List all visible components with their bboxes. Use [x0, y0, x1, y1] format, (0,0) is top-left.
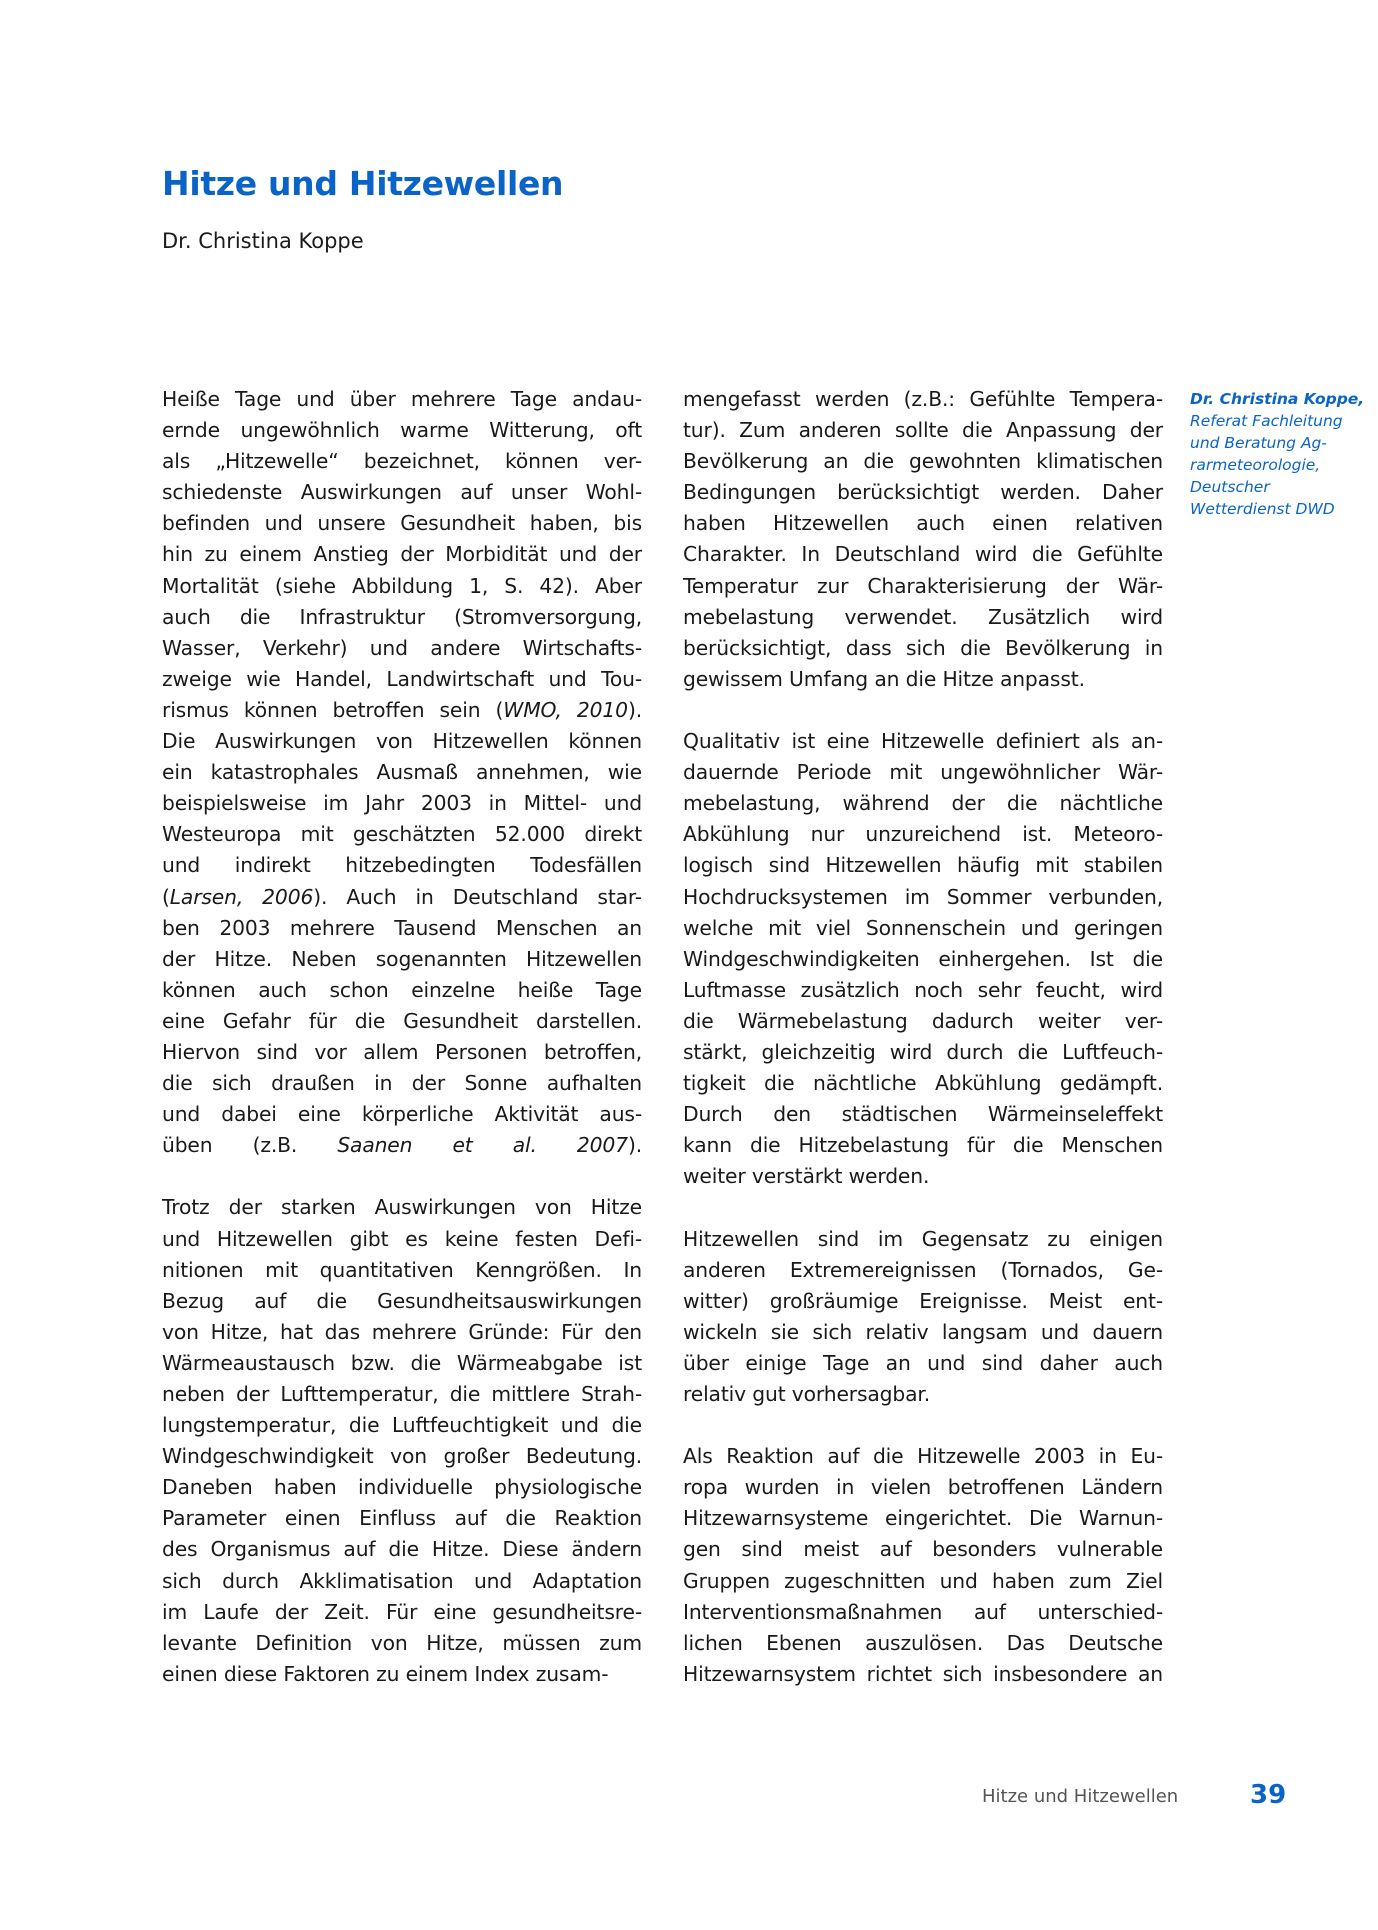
- author-affiliation-note: [1190, 388, 1370, 520]
- text-line: Hiervon sind vor allem Personen betroffen,: [162, 1039, 642, 1064]
- text-column-left: [162, 384, 642, 1690]
- text-line: eine Gefahr für die Gesundheit darstellen.: [162, 1008, 642, 1033]
- text-line: zweige wie Handel, Landwirtschaft und Tou-: [162, 666, 642, 691]
- text-line: Wasser, Verkehr) und andere Wirtschafts-: [162, 635, 642, 660]
- text-line: von Hitze, hat das mehrere Gründe: Für den: [162, 1319, 642, 1344]
- text-line: schiedenste Auswirkungen auf unser Wohl-: [162, 480, 642, 505]
- text-line: tur). Zum anderen sollte die Anpassung der: [683, 418, 1163, 443]
- text-line: Gruppen zugeschnitten und haben zum Ziel: [683, 1568, 1163, 1593]
- text-line: Wärmeaustausch bzw. die Wärmeabgabe ist: [162, 1350, 642, 1375]
- text-column-right: [683, 384, 1163, 1690]
- text-line: neben der Lufttemperatur, die mittlere Strah-: [162, 1382, 642, 1406]
- sidenote-line: rarmeteorologie,: [1190, 456, 1321, 474]
- text-line: haben Hitzewellen auch einen relativen: [683, 511, 1163, 536]
- sidenote-line: und Beratung Ag-: [1190, 434, 1327, 452]
- article-author: Dr. Christina Koppe: [162, 229, 364, 253]
- text-line: Die Auswirkungen von Hitzewellen können: [162, 729, 642, 754]
- paragraph: [683, 1441, 1163, 1690]
- paragraph-gap: [162, 1161, 642, 1192]
- text-line: Qualitativ ist eine Hitzewelle definiert als an-: [683, 729, 1163, 754]
- text-line: Hitzewarnsysteme eingerichtet. Die Warnun-: [683, 1506, 1163, 1531]
- text-line: rismus können betroffen sein (WMO, 2010).: [162, 697, 642, 722]
- text-line: Interventionsmaßnahmen auf unterschied-: [683, 1599, 1163, 1624]
- text-line: Hitzewarnsystem richtet sich insbesondere an: [683, 1661, 1163, 1686]
- text-line: dauernde Periode mit ungewöhnlicher Wär-: [683, 760, 1163, 785]
- text-line: Windgeschwindigkeit von großer Bedeutung.: [162, 1444, 642, 1469]
- sidenote-author-name: Dr. Christina Koppe,: [1190, 390, 1365, 408]
- text-line: beispielsweise im Jahr 2003 in Mittel- und: [162, 791, 642, 816]
- text-line: Abkühlung nur unzureichend ist. Meteoro-: [683, 822, 1163, 847]
- paragraph-gap: [683, 695, 1163, 726]
- text-line: Windgeschwindigkeiten einhergehen. Ist die: [683, 946, 1163, 971]
- text-line: weiter verstärkt werden.: [683, 1164, 930, 1189]
- text-line: kann die Hitzebelastung für die Menschen: [683, 1133, 1163, 1158]
- text-line: tigkeit die nächtliche Abkühlung gedämpft.: [683, 1071, 1163, 1096]
- paragraph: [683, 726, 1163, 1192]
- text-line: Charakter. In Deutschland wird die Gefühlte: [683, 542, 1163, 567]
- text-line: (Larsen, 2006). Auch in Deutschland star-: [162, 884, 642, 909]
- text-line: gen sind meist auf besonders vulnerable: [683, 1537, 1163, 1562]
- text-line: über einige Tage an und sind daher auch: [683, 1350, 1163, 1375]
- text-line: Parameter einen Einfluss auf die Reaktion: [162, 1506, 642, 1531]
- text-line: einen diese Faktoren zu einem Index zusam-: [162, 1661, 609, 1686]
- text-line: berücksichtigt, dass sich die Bevölkerung in: [683, 635, 1163, 660]
- text-line: ernde ungewöhnlich warme Witterung, oft: [162, 418, 642, 443]
- text-line: ein katastrophales Ausmaß annehmen, wie: [162, 760, 642, 785]
- paragraph: [162, 384, 642, 1161]
- article-title: Hitze und Hitzewellen: [162, 164, 564, 203]
- paragraph-gap: [683, 1410, 1163, 1441]
- text-line: Westeuropa mit geschätzten 52.000 direkt: [162, 822, 642, 847]
- page-number: 39: [1250, 1780, 1287, 1810]
- text-line: gewissem Umfang an die Hitze anpasst.: [683, 666, 1085, 691]
- text-line: hin zu einem Anstieg der Morbidität und der: [162, 542, 642, 567]
- sidenote-line: Referat Fachleitung: [1190, 412, 1343, 430]
- running-footer-title: Hitze und Hitzewellen: [982, 1786, 1179, 1807]
- text-line: ropa wurden in vielen betroffenen Ländern: [683, 1475, 1163, 1500]
- citation: WMO, 2010: [503, 697, 628, 722]
- text-line: können auch schon einzelne heiße Tage: [162, 977, 642, 1002]
- text-line: befinden und unsere Gesundheit haben, bis: [162, 511, 642, 536]
- text-line: lichen Ebenen auszulösen. Das Deutsche: [683, 1630, 1163, 1655]
- text-line: wickeln sie sich relativ langsam und dauern: [683, 1319, 1163, 1344]
- paragraph: [162, 1192, 642, 1690]
- paragraph: [683, 384, 1163, 695]
- text-line: Hochdrucksystemen im Sommer verbunden,: [683, 884, 1163, 909]
- text-line: anderen Extremereignissen (Tornados, Ge-: [683, 1257, 1163, 1282]
- text-line: mengefasst werden (z.B.: Gefühlte Tempera-: [683, 387, 1163, 411]
- text-line: witter) großräumige Ereignisse. Meist ent-: [683, 1288, 1163, 1313]
- sidenote-line: Wetterdienst DWD: [1190, 500, 1335, 518]
- text-line: üben (z.B. Saanen et al. 2007).: [162, 1133, 642, 1158]
- text-line: lungstemperatur, die Luftfeuchtigkeit und die: [162, 1413, 642, 1438]
- text-line: Als Reaktion auf die Hitzewelle 2003 in Eu-: [683, 1444, 1163, 1469]
- text-line: Bevölkerung an die gewohnten klimatischen: [683, 449, 1163, 474]
- text-line: sich durch Akklimatisation und Adaptation: [162, 1568, 642, 1593]
- text-line: mebelastung verwendet. Zusätzlich wird: [683, 604, 1163, 629]
- text-line: welche mit viel Sonnenschein und geringen: [683, 915, 1163, 940]
- text-line: Bezug auf die Gesundheitsauswirkungen: [162, 1288, 642, 1313]
- text-line: Durch den städtischen Wärmeinseleffekt: [683, 1102, 1163, 1127]
- text-line: relativ gut vorhersagbar.: [683, 1382, 931, 1406]
- text-line: levante Definition von Hitze, müssen zum: [162, 1630, 642, 1655]
- text-line: ben 2003 mehrere Tausend Menschen an: [162, 915, 642, 940]
- citation: Saanen et al. 2007: [337, 1133, 628, 1158]
- text-line: und dabei eine körperliche Aktivität aus-: [162, 1102, 642, 1127]
- text-line: Temperatur zur Charakterisierung der Wär-: [683, 573, 1163, 598]
- paragraph-gap: [683, 1192, 1163, 1223]
- text-line: im Laufe der Zeit. Für eine gesundheitsre-: [162, 1599, 642, 1624]
- text-line: logisch sind Hitzewellen häufig mit stabilen: [683, 853, 1163, 878]
- text-line: der Hitze. Neben sogenannten Hitzewellen: [162, 946, 642, 971]
- paragraph: [683, 1224, 1163, 1411]
- text-line: Luftmasse zusätzlich noch sehr feucht, wird: [683, 977, 1163, 1002]
- text-line: Mortalität (siehe Abbildung 1, S. 42). Aber: [162, 573, 642, 598]
- text-line: als „Hitzewelle“ bezeichnet, können ver-: [162, 449, 642, 474]
- text-line: Bedingungen berücksichtigt werden. Daher: [683, 480, 1163, 505]
- text-line: Hitzewellen sind im Gegensatz zu einigen: [683, 1226, 1163, 1251]
- sidenote-line: Deutscher: [1190, 478, 1270, 496]
- text-line: und indirekt hitzebedingten Todesfällen: [162, 853, 642, 878]
- text-line: auch die Infrastruktur (Stromversorgung,: [162, 604, 642, 629]
- text-line: des Organismus auf die Hitze. Diese ändern: [162, 1537, 642, 1562]
- text-line: und Hitzewellen gibt es keine festen Defi-: [162, 1226, 642, 1251]
- text-line: Heiße Tage und über mehrere Tage andau-: [162, 387, 642, 411]
- text-line: die Wärmebelastung dadurch weiter ver-: [683, 1008, 1163, 1033]
- citation: Larsen, 2006: [169, 884, 314, 909]
- text-line: stärkt, gleichzeitig wird durch die Luftfeuch-: [683, 1039, 1163, 1064]
- text-line: die sich draußen in der Sonne aufhalten: [162, 1071, 642, 1096]
- text-line: nitionen mit quantitativen Kenngrößen. In: [162, 1257, 642, 1282]
- text-line: mebelastung, während der die nächtliche: [683, 791, 1163, 816]
- text-line: Trotz der starken Auswirkungen von Hitze: [162, 1195, 642, 1220]
- text-line: Daneben haben individuelle physiologische: [162, 1475, 642, 1500]
